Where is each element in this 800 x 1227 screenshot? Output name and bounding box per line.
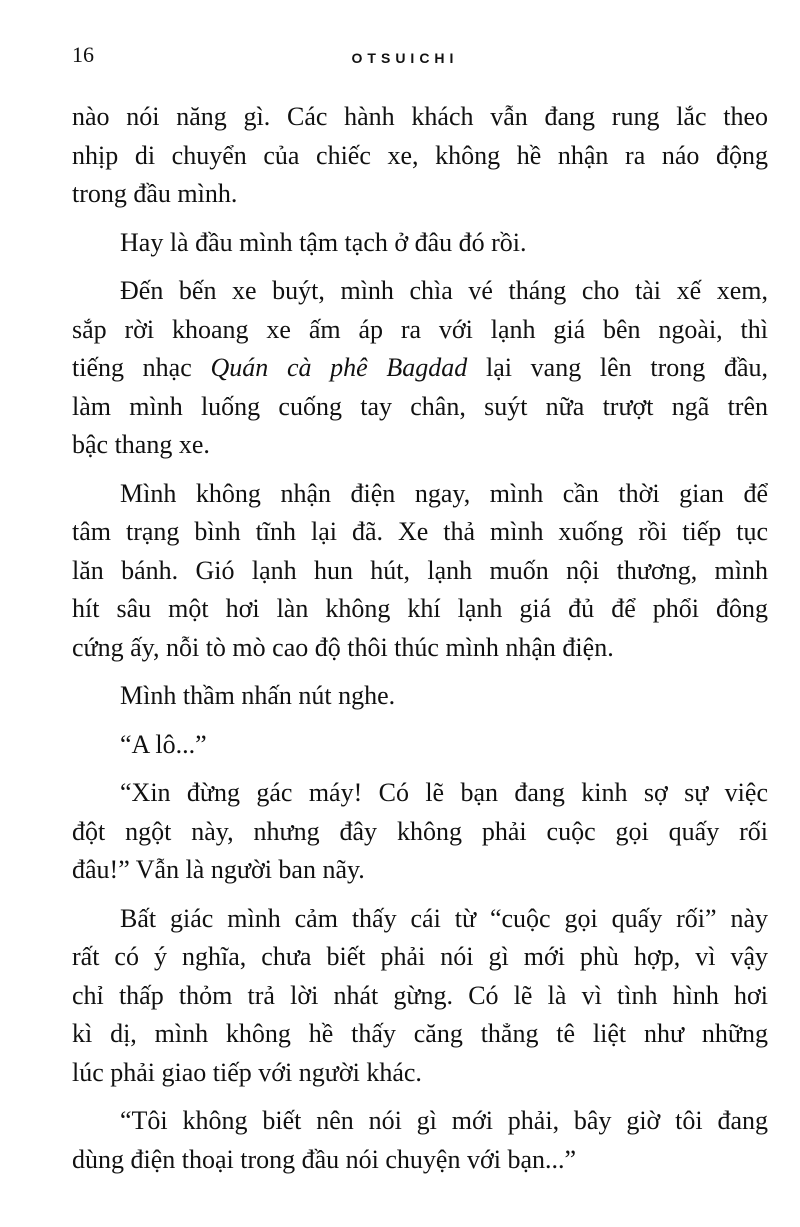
paragraph	[72, 475, 768, 668]
page-number: 16	[72, 42, 94, 67]
paragraph	[72, 726, 768, 765]
text-line: “A lô...”	[120, 729, 207, 759]
text-line: hít sâu một hơi làn không khí lạnh giá đủ để phổi đông	[72, 594, 768, 623]
paragraph	[72, 774, 768, 890]
text-line: tâm trạng bình tĩnh lại đã. Xe thả mình xuống rồi tiếp tục	[72, 517, 768, 546]
text-line: rất có ý nghĩa, chưa biết phải nói gì mới phù hợp, vì vậy	[72, 942, 768, 971]
running-head: OTSUICHI	[351, 50, 459, 66]
text-line: đâu!” Vẫn là người ban nãy.	[72, 855, 365, 884]
text-line: dùng điện thoại trong đầu nói chuyện với bạn...”	[72, 1144, 577, 1174]
text-line: Mình không nhận điện ngay, mình cần thời gian để	[120, 478, 768, 508]
text-line: bậc thang xe.	[72, 430, 210, 459]
text-line: làm mình luống cuống tay chân, suýt nữa trượt ngã trên	[72, 391, 768, 421]
text-line: kì dị, mình không hề thấy căng thẳng tê liệt như những	[72, 1019, 768, 1048]
text-line: cứng ấy, nỗi tò mò cao độ thôi thúc mình nhận điện.	[72, 632, 614, 662]
text-line: Hay là đầu mình tậm tạch ở đâu đó rồi.	[120, 227, 527, 257]
paragraph	[72, 900, 768, 1093]
paragraph	[72, 677, 768, 716]
text-line: lăn bánh. Gió lạnh hun hút, lạnh muốn nội thương, mình	[72, 555, 768, 585]
text-line: Đến bến xe buýt, mình chìa vé tháng cho tài xế xem,	[120, 276, 768, 305]
song-title: Quán cà phê Bagdad	[210, 353, 468, 382]
paragraph	[72, 98, 768, 214]
text-line: Bất giác mình cảm thấy cái từ “cuộc gọi quấy rối” này	[120, 903, 768, 933]
paragraph	[72, 224, 768, 263]
text-line: đột ngột này, nhưng đây không phải cuộc gọi quấy rối	[72, 816, 768, 846]
text-line: trong đầu mình.	[72, 179, 238, 208]
body-text	[72, 98, 768, 1189]
text-line: “Tôi không biết nên nói gì mới phải, bây giờ tôi đang	[120, 1106, 768, 1135]
paragraph	[72, 1102, 768, 1179]
text-line: nhịp di chuyển của chiếc xe, không hề nhận ra náo động	[72, 140, 768, 170]
text-line: chỉ thấp thỏm trả lời nhát gừng. Có lẽ là vì tình hình hơi	[72, 980, 768, 1010]
text-line: sắp rời khoang xe ấm áp ra với lạnh giá bên ngoài, thì	[72, 314, 768, 344]
text-line: Mình thầm nhấn nút nghe.	[120, 681, 396, 710]
text-line: tiếng nhạc Quán cà phê Bagdad lại vang lên trong đầu,	[72, 353, 768, 382]
paragraph	[72, 272, 768, 465]
text-line: nào nói năng gì. Các hành khách vẫn đang rung lắc theo	[72, 102, 768, 131]
text-line: lúc phải giao tiếp với người khác.	[72, 1057, 422, 1087]
text-line: “Xin đừng gác máy! Có lẽ bạn đang kinh sợ sự việc	[120, 778, 768, 807]
